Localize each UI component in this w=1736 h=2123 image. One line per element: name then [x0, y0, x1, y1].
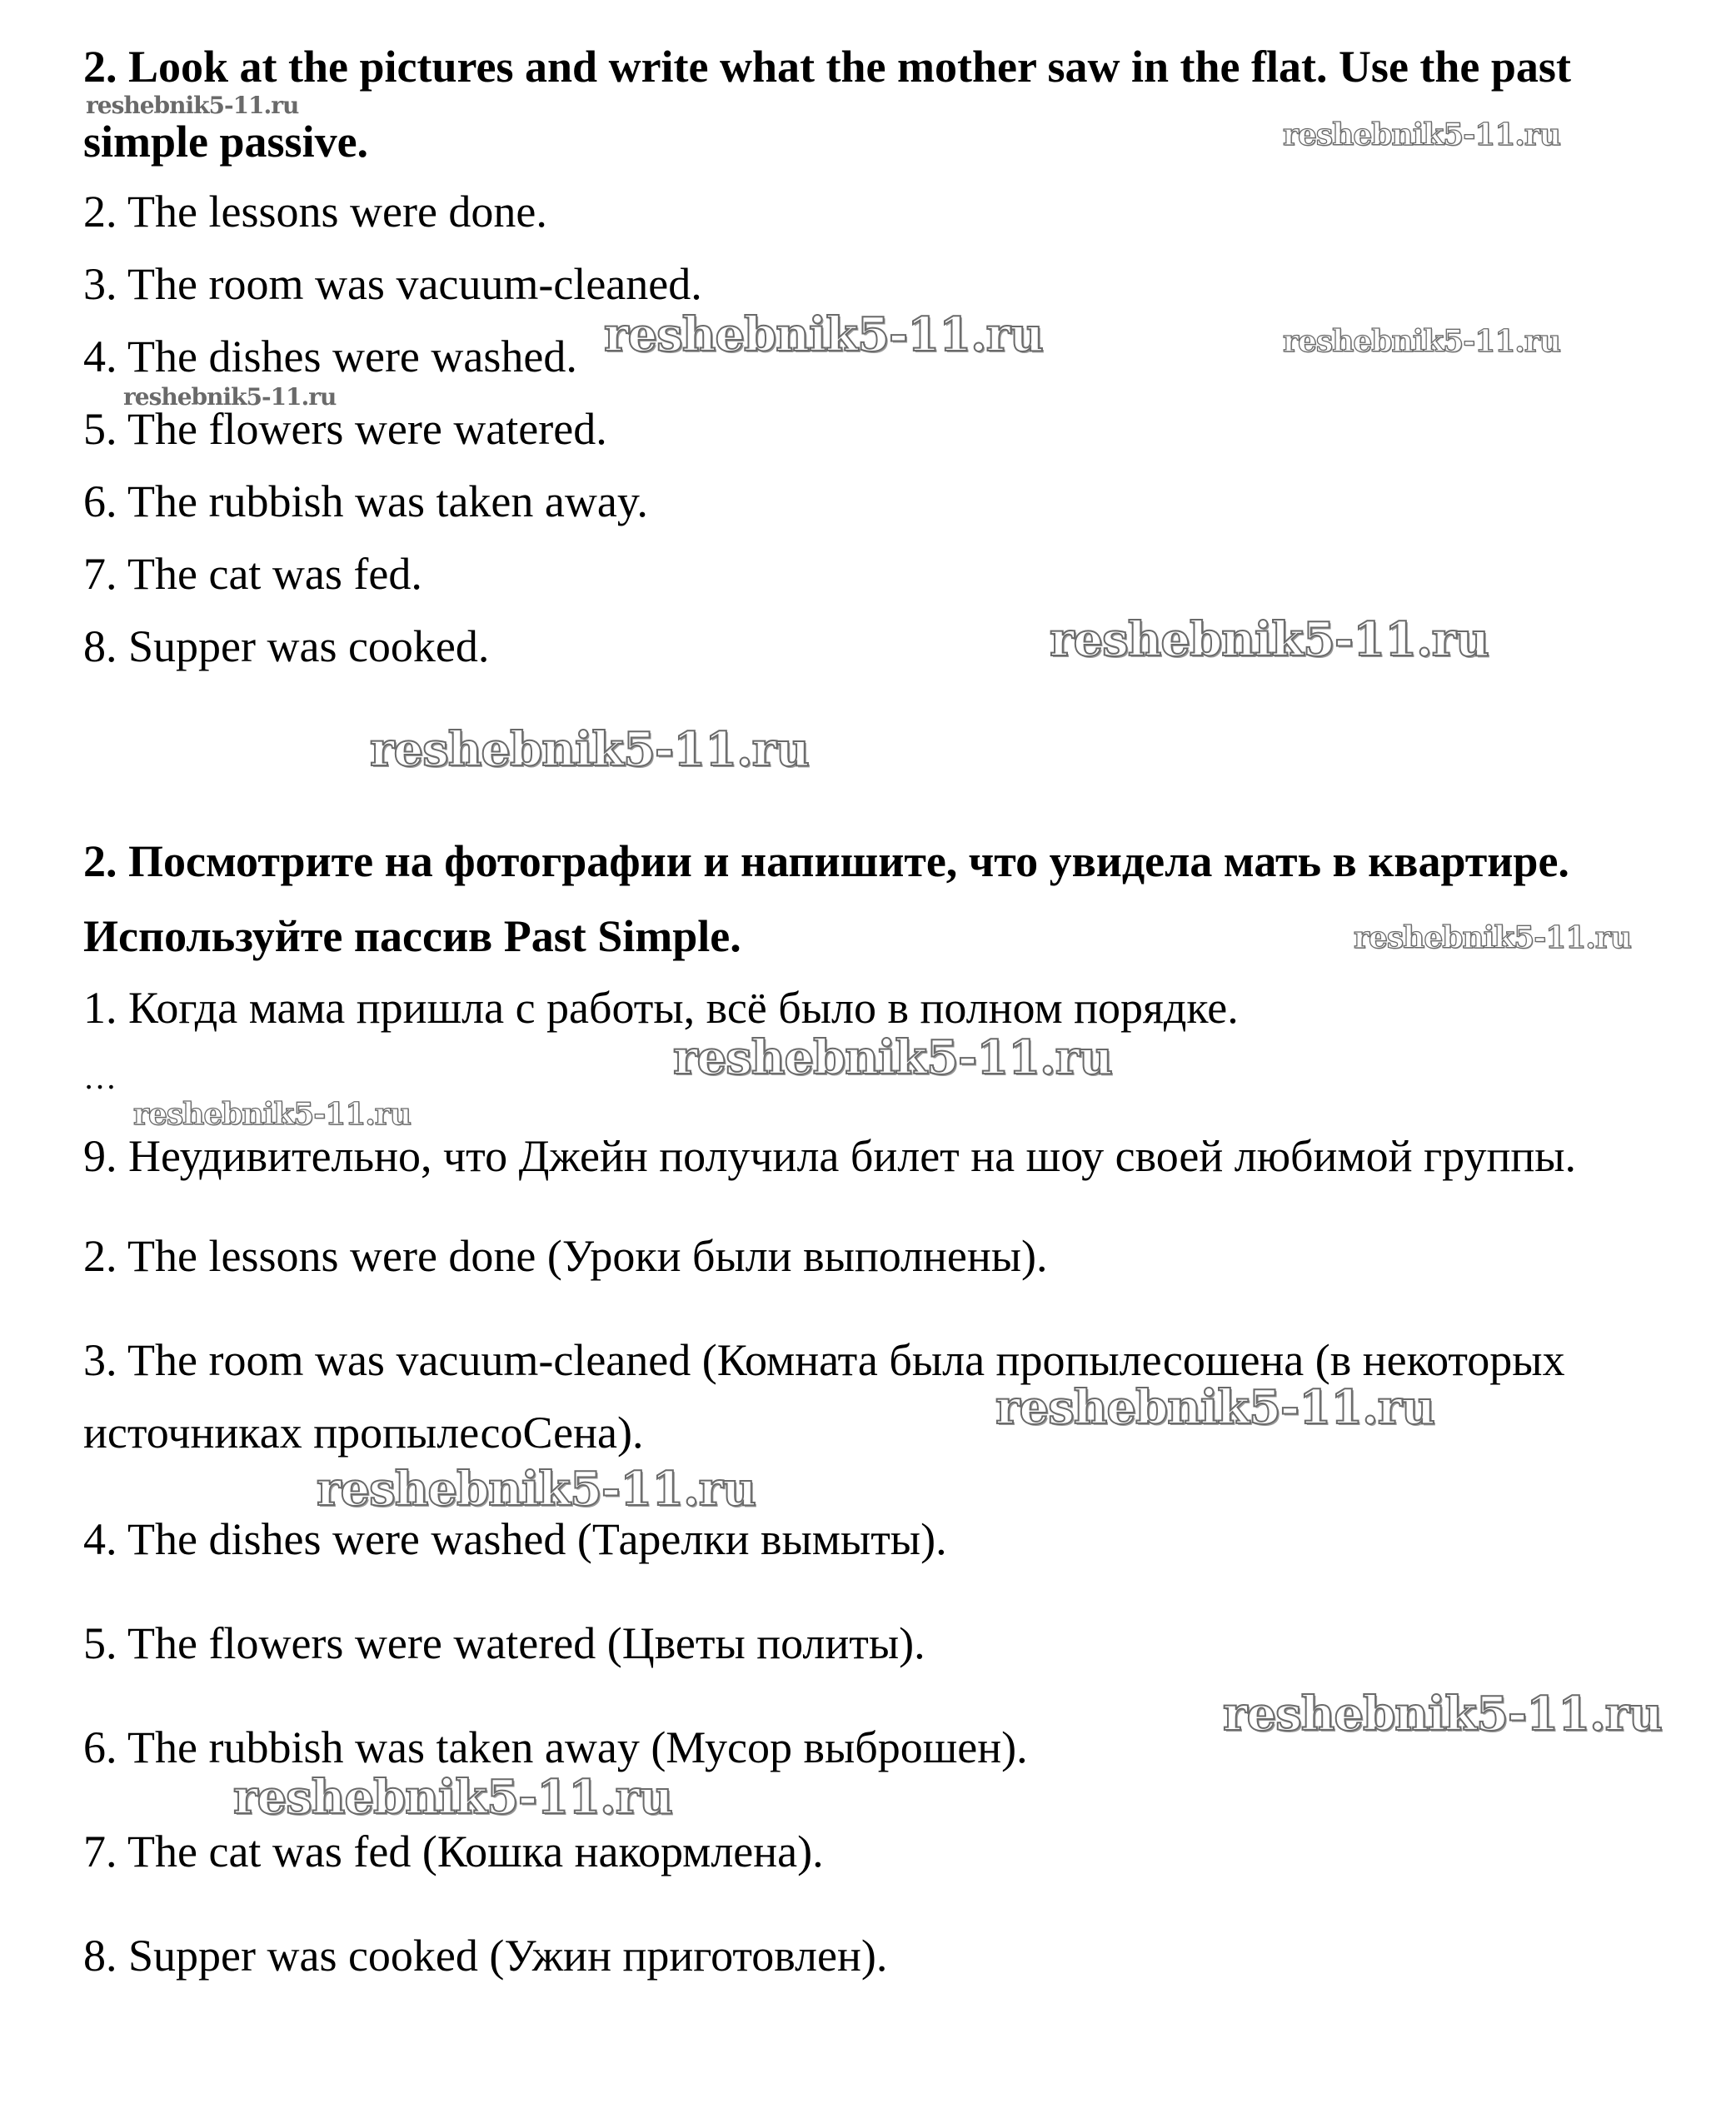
watermark: reshebnik5-11.ru [233, 1770, 672, 1825]
translation-3-part1: 3. The room was vacuum-cleaned (Комната была пропылесошена (в некоторых [83, 1335, 1565, 1385]
translation-3-part2: источниках пропылесоСена). [83, 1408, 644, 1458]
answer-6: 6. The rubbish was taken away. [83, 476, 648, 526]
english-heading-line2: simple passive. [83, 117, 369, 167]
watermark: reshebnik5-11.ru [123, 383, 337, 411]
translation-4: 4. The dishes were washed (Тарелки вымыты). [83, 1514, 947, 1564]
english-heading-line1: 2. Look at the pictures and write what the mother saw in the flat. Use the past [83, 42, 1571, 92]
watermark: reshebnik5-11.ru [317, 1462, 756, 1517]
watermark: reshebnik5-11.ru [995, 1380, 1434, 1435]
watermark: reshebnik5-11.ru [370, 722, 809, 777]
ellipsis: … [83, 1059, 117, 1096]
watermark: reshebnik5-11.ru [86, 92, 299, 119]
answer-8: 8. Supper was cooked. [83, 621, 490, 671]
watermark: reshebnik5-11.ru [1050, 612, 1489, 667]
watermark: reshebnik5-11.ru [604, 307, 1043, 362]
watermark: reshebnik5-11.ru [1354, 920, 1631, 955]
watermark: reshebnik5-11.ru [133, 1097, 411, 1132]
watermark: reshebnik5-11.ru [1283, 117, 1560, 152]
answer-3: 3. The room was vacuum-cleaned. [83, 259, 702, 309]
russian-line-1: 1. Когда мама пришла с работы, всё было в полном порядке. [83, 983, 1239, 1033]
watermark: reshebnik5-11.ru [673, 1030, 1112, 1085]
russian-line-9: 9. Неудивительно, что Джейн получила билет на шоу своей любимой группы. [83, 1131, 1577, 1181]
answer-5: 5. The flowers were watered. [83, 404, 607, 454]
russian-heading-line1: 2. Посмотрите на фотографии и напишите, что увидела мать в квартире. [83, 836, 1569, 886]
translation-8: 8. Supper was cooked (Ужин приготовлен). [83, 1931, 888, 1981]
watermark: reshebnik5-11.ru [1223, 1687, 1662, 1742]
answer-2: 2. The lessons were done. [83, 187, 547, 237]
watermark: reshebnik5-11.ru [1283, 324, 1560, 359]
translation-6: 6. The rubbish was taken away (Мусор выброшен). [83, 1722, 1028, 1772]
translation-2: 2. The lessons were done (Уроки были выполнены). [83, 1231, 1048, 1281]
answer-7: 7. The cat was fed. [83, 549, 422, 599]
translation-5: 5. The flowers were watered (Цветы политы). [83, 1618, 925, 1668]
answer-4: 4. The dishes were washed. [83, 331, 577, 381]
russian-heading-line2: Используйте пассив Past Simple. [83, 911, 741, 961]
translation-7: 7. The cat was fed (Кошка накормлена). [83, 1826, 824, 1876]
